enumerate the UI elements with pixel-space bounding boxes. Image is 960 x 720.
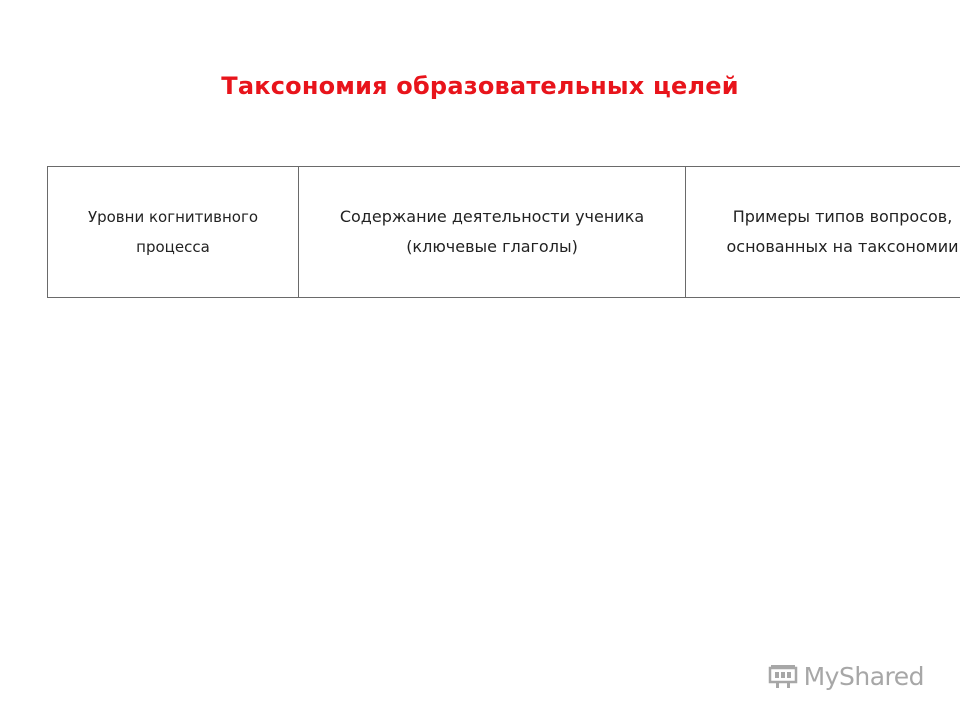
table-header-row: [48, 167, 960, 298]
column-header-activity: Содержание деятельности ученика (ключевые глаголы): [299, 167, 686, 298]
presentation-board-icon: [768, 663, 798, 689]
myshared-watermark: [768, 662, 924, 690]
watermark-text: MyShared: [803, 661, 924, 691]
column-header-levels: Уровни когнитивного процесса: [48, 167, 299, 298]
taxonomy-table: [47, 166, 960, 298]
column-header-question-examples: Примеры типов вопросов, основанных на таксономии: [686, 167, 960, 298]
slide-title: Таксономия образовательных целей: [221, 72, 739, 100]
